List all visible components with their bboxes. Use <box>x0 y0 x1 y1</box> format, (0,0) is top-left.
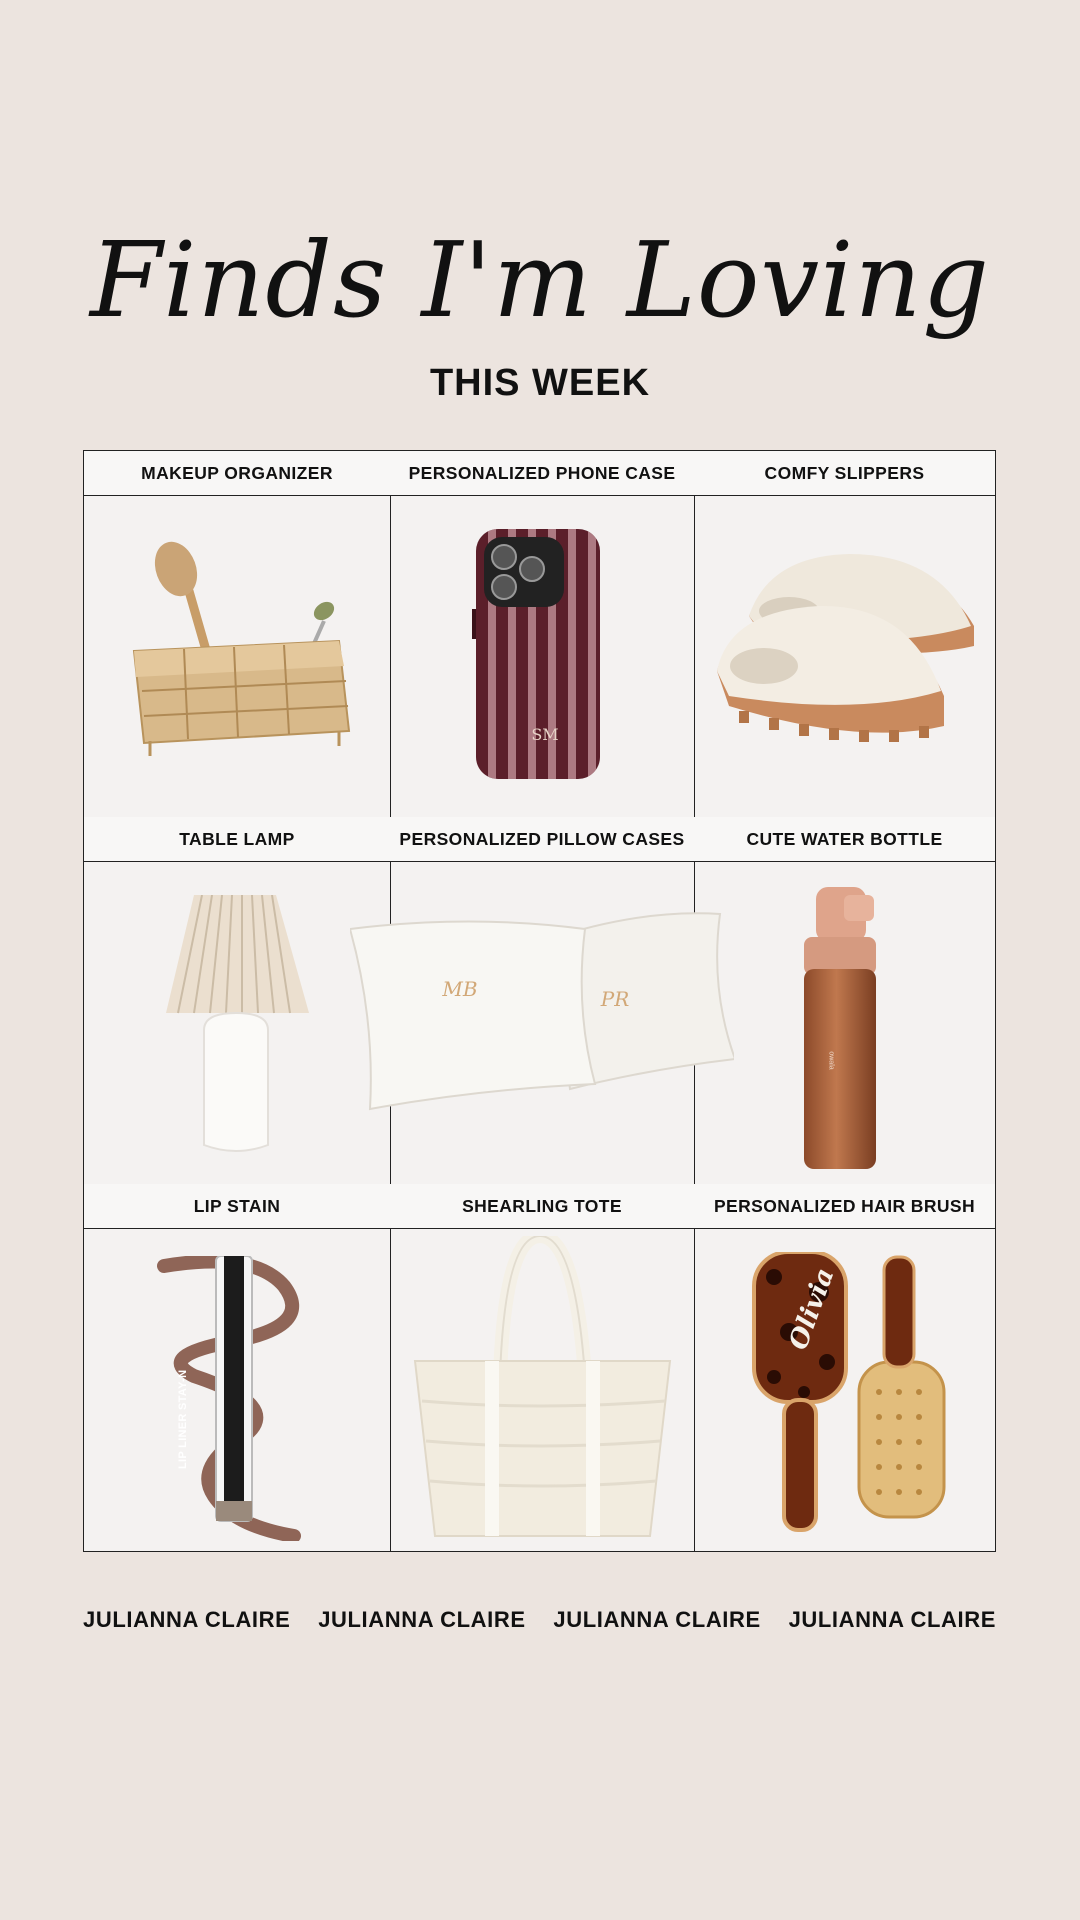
phone-case-icon <box>472 529 612 789</box>
product-label: TABLE LAMP <box>84 817 390 861</box>
table-lamp-icon <box>164 895 314 1165</box>
product-cell-slippers[interactable] <box>694 451 995 817</box>
pillow-monogram-right: PR <box>600 987 630 1011</box>
product-label: LIP STAIN <box>84 1184 390 1228</box>
product-label: PERSONALIZED PHONE CASE <box>390 451 694 495</box>
pillow-cases-icon <box>350 869 734 1119</box>
credit-text: JULIANNA CLAIRE <box>83 1607 291 1632</box>
phone-monogram: SM <box>531 725 559 744</box>
product-cell-pillow-cases[interactable] <box>390 817 694 1184</box>
credit-text: JULIANNA CLAIRE <box>788 1607 996 1632</box>
page-title: Finds I'm Loving <box>90 219 990 341</box>
product-label: SHEARLING TOTE <box>390 1184 694 1228</box>
footer-credits <box>83 1600 996 1640</box>
product-cell-hair-brush[interactable] <box>694 1184 995 1551</box>
bottle-brand: owala <box>827 1051 835 1070</box>
page-subtitle: THIS WEEK <box>429 362 651 404</box>
product-cell-phone-case[interactable] <box>390 451 694 817</box>
tote-bag-icon <box>410 1236 675 1541</box>
product-cell-makeup-organizer[interactable] <box>84 451 390 817</box>
product-label: MAKEUP ORGANIZER <box>84 451 390 495</box>
product-label: COMFY SLIPPERS <box>694 451 995 495</box>
slippers-icon <box>709 546 984 766</box>
product-label: PERSONALIZED PILLOW CASES <box>390 817 694 861</box>
credit-text: JULIANNA CLAIRE <box>553 1607 761 1632</box>
product-cell-table-lamp[interactable] <box>84 817 390 1184</box>
product-grid <box>83 450 996 1552</box>
hair-brush-icon <box>749 1252 949 1542</box>
water-bottle-icon <box>794 887 894 1177</box>
credit-text: JULIANNA CLAIRE <box>318 1607 526 1632</box>
pillow-monogram-left: MB <box>442 977 478 1001</box>
hair-brush-name: Olivia <box>783 1264 841 1354</box>
product-label: CUTE WATER BOTTLE <box>694 817 995 861</box>
product-cell-lip-stain[interactable] <box>84 1184 390 1551</box>
lip-liner-text: LIP LINER STAY-N <box>177 1369 189 1469</box>
product-cell-shearling-tote[interactable] <box>390 1184 694 1551</box>
product-label: PERSONALIZED HAIR BRUSH <box>694 1184 995 1228</box>
wicker-organizer-icon <box>114 531 364 781</box>
product-cell-water-bottle[interactable] <box>694 817 995 1184</box>
